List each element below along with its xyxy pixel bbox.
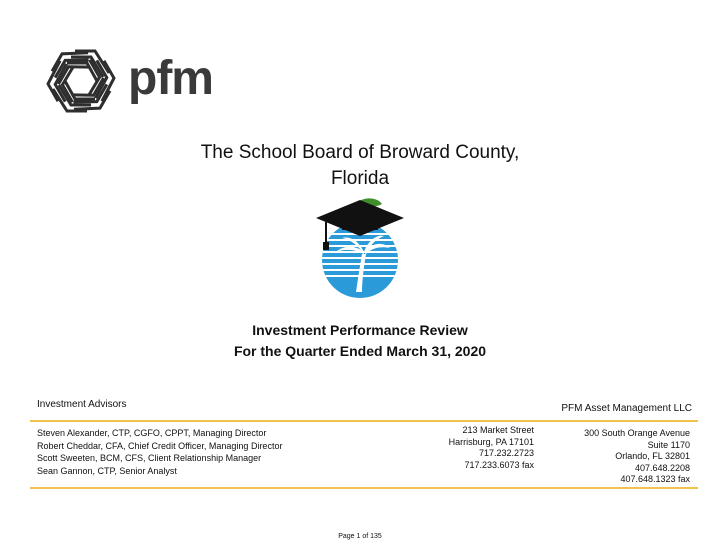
pfm-wordmark: pfm <box>128 52 213 105</box>
address-line: Suite 1170 <box>647 439 690 450</box>
advisor-item: Steven Alexander, CTP, CGFO, CPPT, Managing Director <box>37 428 267 438</box>
address-line: Orlando, FL 32801 <box>615 451 690 462</box>
client-title-line1: The School Board of Broward County, <box>200 142 520 163</box>
harrisburg-office-address <box>400 425 534 471</box>
report-title <box>150 320 570 362</box>
investment-advisors-label: Investment Advisors <box>37 399 127 410</box>
client-title <box>140 140 580 192</box>
advisor-item: Sean Gannon, CTP, Senior Analyst <box>37 465 177 476</box>
page-number: Page 1 of 135 <box>338 533 382 540</box>
report-title-line2: For the Quarter Ended March 31, 2020 <box>233 343 487 359</box>
advisor-item: Scott Sweeten, BCM, CFS, Client Relationship Manager <box>37 453 262 464</box>
advisor-list <box>37 427 282 477</box>
pfm-emblem-icon <box>44 44 118 118</box>
firm-name: PFM Asset Management LLC <box>561 403 692 414</box>
pfm-logo <box>44 44 213 116</box>
address-line: 407.648.1323 fax <box>620 474 690 485</box>
divider-top <box>30 420 698 422</box>
address-line: 300 South Orange Avenue <box>584 428 690 438</box>
address-line: 717.233.6073 fax <box>464 459 534 470</box>
graduation-orange-icon <box>312 196 408 302</box>
school-board-emblem <box>312 196 408 302</box>
divider-bottom <box>30 487 698 489</box>
address-line: 213 Market Street <box>462 425 534 435</box>
advisor-item: Robert Cheddar, CFA, Chief Credit Officer, Managing Director <box>37 440 283 451</box>
client-title-line2: Florida <box>330 168 390 189</box>
address-line: 717.232.2723 <box>478 448 534 459</box>
report-title-line1: Investment Performance Review <box>252 322 468 338</box>
address-line: 407.648.2208 <box>634 462 690 473</box>
orlando-office-address <box>548 428 690 486</box>
address-line: Harrisburg, PA 17101 <box>448 436 534 447</box>
